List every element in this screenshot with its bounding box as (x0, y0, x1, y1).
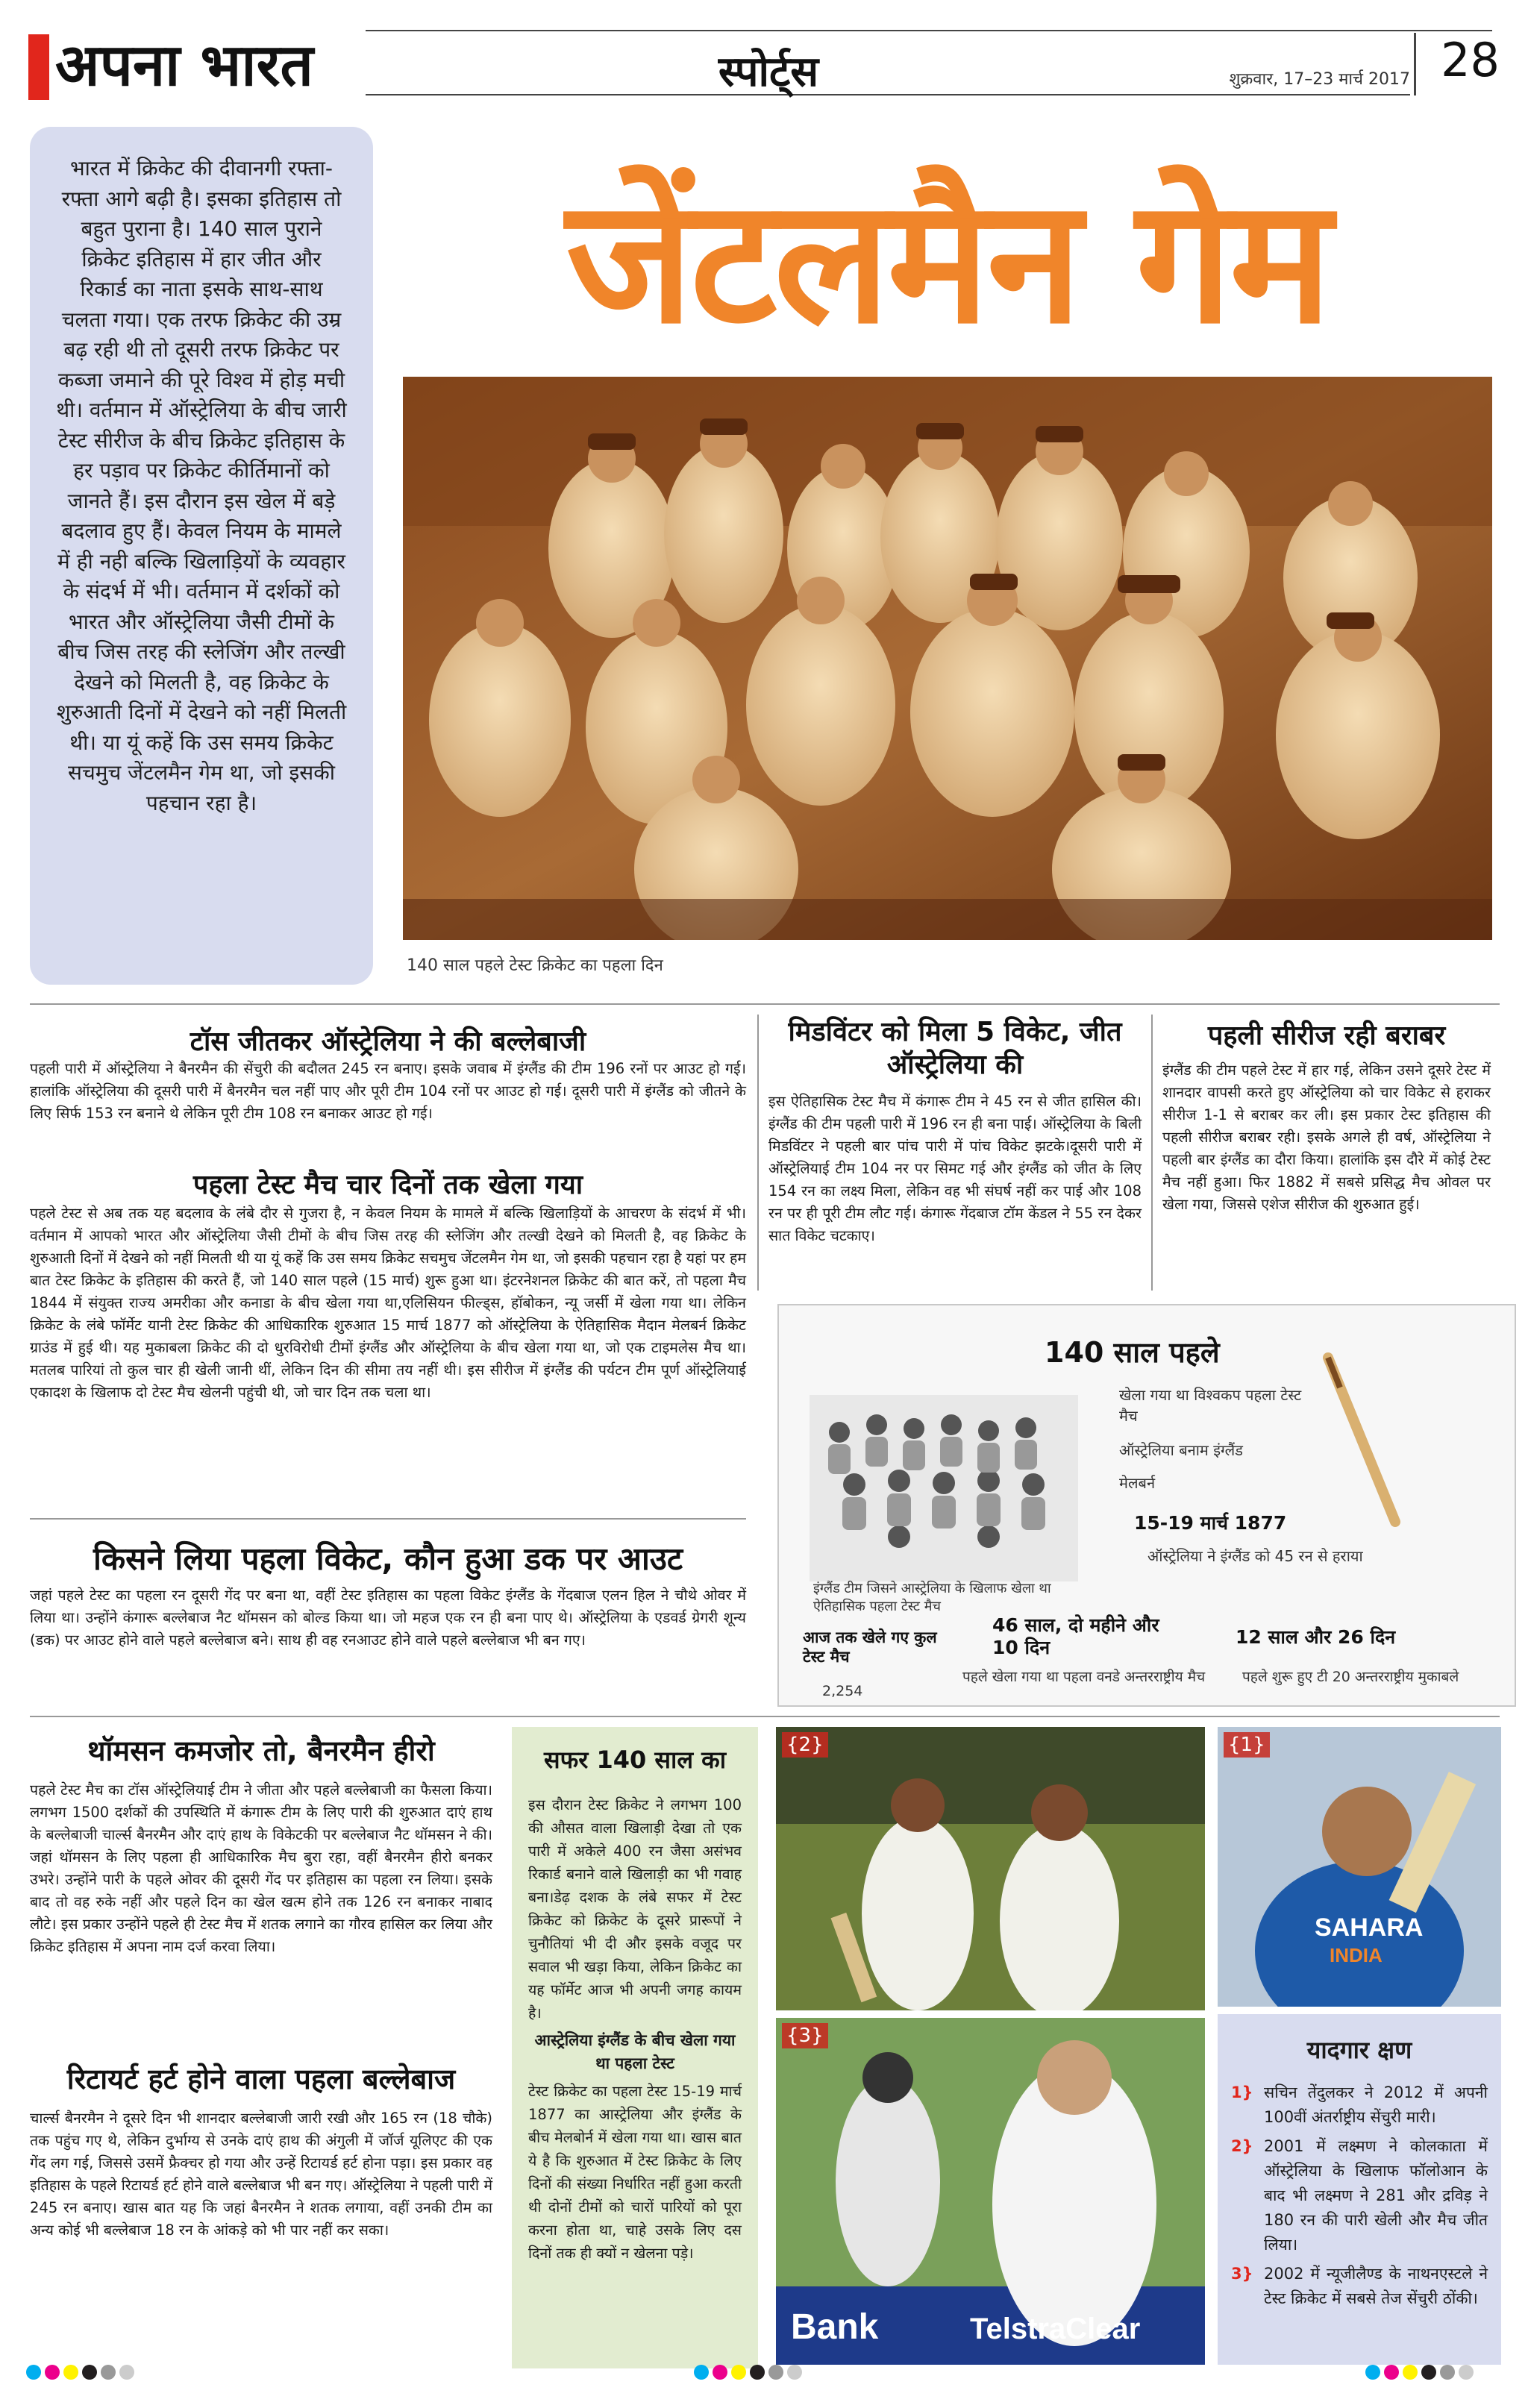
photo-tag-3: {3} (782, 2023, 828, 2048)
wicket-body: जहां पहले टेस्ट का पहला रन दूसरी गेंद पर बना था, वहीं टेस्ट इतिहास का पहला विकेट इंग्लैंड के गेंदबाज एलन हिल ने चौथे ओवर में लिया था। उन्होंने कंगारू बल्लेबाज नैट थॉमसन को बोल्ड किया था। जो महज एक रन ही बना पाए थे। ऑस्ट्रेलिया के एडवर्ड ग्रेगरी शून्य (डक) पर आउट होने वाले पहले बल्लेबाज बने। साथ ही वह रनआउट होने वाले पहले बल्लेबाज भी बन गए। (30, 1587, 746, 1649)
board-text-2: TelstraClear (970, 2313, 1141, 2345)
journey-heading: सफर 140 साल का (543, 1746, 727, 1774)
memorable-item-text: 2002 में न्यूजीलैण्ड के नाथनएस्टले ने टेस्ट क्रिकेट में सबसे तेज सेंचुरी ठोंकी। (1264, 2265, 1488, 2307)
stat-t20-gap: 12 साल और 26 दिन (1236, 1626, 1396, 1648)
first-series-body: इंग्लैंड की टीम पहले टेस्ट में हार गई, लेकिन उसने दूसरे टेस्ट में शानदार वापसी करते हुए ऑस्ट्रेलिया को चार विकेट से हराकर सीरीज 1-1 से बराबर कर ली। इस प्रकार टेस्ट इतिहास की पहली सीरीज बराबर रही। इसके अगले ही वर्ष, ऑस्ट्रेलिया ने पहली बार इंग्लैंड का दौरा किया। हालांकि इस दौरे में कोई टेस्ट मैच नहीं हुआ। फिर 1882 में सबसे प्रसिद्ध मैच ओवल पर खेला गया, जिससे एशेज सीरीज की शुरुआत हुई। (1162, 1062, 1491, 1213)
infographic-team-sketch (810, 1395, 1078, 1581)
masthead-bottom-rule (366, 94, 1410, 95)
journey-body: इस दौरान टेस्ट क्रिकेट ने लगभग 100 की औसत वाला खिलाड़ी देखा तो एक पारी में अकेले 400 रन जैसा असंभव रिकार्ड बनाने वाले खिलाड़ी का भी गवाह बना।डेढ़ दशक के लंबे सफर में टेस्ट क्रिकेट को क्रिकेट के दूसरे प्रारूपों ने चुनौतियां भी दी और इसके वजूद पर सवाल भी खड़ा किया, लेकिन क्रिकेट का यह फॉर्मेट आज भी अपनी जगह कायम है। (528, 1796, 742, 2022)
retired-hurt-body: चार्ल्स बैनरमैन ने दूसरे दिन भी शानदार बल्लेबाजी जारी रखी और 165 रन (18 चौके) तक पहुंच गए थे, लेकिन दुर्भाग्य से उनके दाएं हाथ की अंगुली में जॉर्ज यूलिएट की एक गेंद लग गई, जिससे उसमें फ्रैक्चर हो गया और उन्हें रिटायर्ड हर्ट होना पड़ा। इस प्रकार वह इतिहास के पहले रिटायर्ड हर्ट होने वाले बल्लेबाज भी बन गए। ऑस्ट्रेलिया ने पहली पारी में 245 रन बनाए। खास बात यह कि जहां बैनरमैन ने शतक लगाया, वहीं उनकी टीम का अन्य कोई भी बल्लेबाज 18 रन के आंकड़े को भी पार नहीं कर सका। (30, 2110, 492, 2239)
memorable-moments-box (1218, 2014, 1501, 2365)
intro-box (30, 127, 373, 985)
infographic-date: 15-19 मार्च 1877 (1134, 1512, 1287, 1534)
masthead-logo (28, 25, 357, 106)
page-number: 28 (1441, 33, 1500, 87)
cricket-bat-illustration (1313, 1350, 1410, 1537)
logo-text: अपना भारत (55, 31, 313, 99)
column-divider (757, 1015, 759, 1291)
jersey-sponsor-text: SAHARA (1315, 1913, 1424, 1942)
photo-astle (776, 2018, 1205, 2365)
memorable-item (1231, 2262, 1488, 2311)
jersey-country-text: INDIA (1330, 1944, 1383, 1966)
thomson-body: पहले टेस्ट मैच का टॉस ऑस्ट्रेलियाई टीम ने जीता और पहले बल्लेबाजी का फैसला किया। लगभग 1500 दर्शकों की उपस्थिति में कंगारू टीम के लिए पारी की शुरुआत दाएं हाथ के बल्लेबाजी चार्ल्स बैनरमैन और दाएं हाथ के विकेटकी पर बल्लेबाज नैट थॉमसन ने की। जहां थॉमसन के लिए पहला ही आधिकारिक मैच बुरा रहा, वहीं बैनरमैन हीरो बनकर उभरे। उन्होंने पारी के पहले ओवर की दूसरी गेंद पर इतिहास का पहला रन लिया। इसके बाद तो वह रुके नहीं और पहले दिन का खेल खत्म होने तक 126 रन बनाकर नाबाद लौटे। इस प्रकार उन्होंने पहले ही टेस्ट मैच में शतक लगाने का गौरव हासिल कर लिया और क्रिकेट इतिहास में अपना नाम दर्ज करवा लिया। (30, 1781, 492, 1955)
infographic-line3: मेलबर्न (1119, 1474, 1156, 1492)
masthead-top-rule (366, 30, 1492, 31)
infographic-line2: ऑस्ट्रेलिया बनाम इंग्लैंड (1119, 1441, 1243, 1459)
photo-laxman-dravid (776, 1727, 1205, 2010)
journey-body2: टेस्ट क्रिकेट का पहला टेस्ट 15-19 मार्च 1877 का आस्ट्रेलिया और इंग्लैंड के बीच मेलबोर्न में खेला गया था। खास बात ये है कि शुरुआत में टेस्ट क्रिकेट के लिए दिनों की संख्या निर्धारित नहीं हुआ करती थी दोनों टीमों को चारों पारियों को पूरा करना होता था, चाहे उसके लिए दस दिनों तक ही क्यों न खेलना पड़े। (528, 2083, 742, 2262)
four-days-body: पहले टेस्ट से अब तक यह बदलाव के लंबे दौर से गुजरा है, न केवल नियम के मामले में बल्कि खिलाड़ियों के आचरण के संदर्भ में भी। वर्तमान में आपको भारत और ऑस्ट्रेलिया जैसी टीमों के बीच जिस तरह की स्लेजिंग और तल्खी देखने को मिलती है, वह क्रिकेट के शुरुआती दिनों में देखने को नहीं मिलती थी या यूं कहें कि उस समय क्रिकेट सचमुच जेंटलमैन गेम था, जो इसकी पहचान रहा है यहां पर हम बात टेस्ट क्रिकेट के इतिहास की करते हैं, जो 140 साल पहले (15 मार्च) शुरू हुआ था। इंटरनेशनल क्रिकेट की बात करें, तो पहला मैच 1844 में संयुक्त राज्य अमरीका और कनाडा के बीच खेला गया था,एलिसियन फील्ड्स, हॉबोकन, न्यू जर्सी में खेला गया था। लेकिन क्रिकेट के लंबे फॉर्मेट यानी टेस्ट क्रिकेट की आधिकारिक शुरुआत 15 मार्च 1877 को ऑस्ट्रेलिया के ऐतिहासिक मैदान मेलबर्न क्रिकेट ग्राउंड में हुई थी। यह मुकाबला क्रिकेट की दो धुरविरोधी टीमों इंग्लैंड और ऑस्ट्रेलिया के बीच खेला गया था, जो एक टाइमलेस मैच था। मतलब पारियां तो कुल चार ही खेली जानी थीं, लेकिन दिन की सीमा तय नहीं थी। इस सीरीज में इंग्लैंड की पर्यटन टीम पूर्ण ऑस्ट्रेलियाई एकादश के खिलाफ दो टेस्ट मैच खेलनी पहुंची थी, जो चार दिन तक चला था। (30, 1205, 746, 1401)
stat-total-tests-label: आज तक खेले गए कुल टेस्ट मैच (803, 1628, 937, 1666)
memorable-title: यादगार क्षण (1306, 2036, 1412, 2064)
journey-subheading: आस्ट्रेलिया इंग्लैंड के बीच खेला गया था पहला टेस्ट (534, 2031, 736, 2072)
issue-date: शुक्रवार, 17–23 मार्च 2017 (1229, 70, 1410, 89)
midwinter-heading: मिडविंटर को मिला 5 विकेट, जीत ऑस्ट्रेलिया की (788, 1017, 1122, 1080)
thomson-heading: थॉमसन कमजोर तो, बैनरमैन हीरो (87, 1734, 435, 1767)
main-title: जेंटलमैन गेम (566, 160, 1330, 362)
memorable-item (1231, 2081, 1488, 2130)
stat-t20-label: पहले शुरू हुए टी 20 अन्तरराष्ट्रीय मुकाबले (1242, 1669, 1459, 1685)
memorable-item (1231, 2134, 1488, 2257)
intro-text: भारत में क्रिकेट की दीवानगी रफ्ता-रफ्ता आगे बढ़ी है। इसका इतिहास तो बहुत पुराना है। 140 साल पुराने क्रिकेट इतिहास में हार जीत और रिकार्ड का नाता इसके साथ-साथ चलता गया। एक तरफ क्रिकेट की उम्र बढ़ रही थी तो दूसरी तरफ क्रिकेट पर कब्जा जमाने की पूरे विश्व में होड़ मची थी। वर्तमान में ऑस्ट्रेलिया के बीच जारी टेस्ट सीरीज के बीच क्रिकेट इतिहास के हर पड़ाव पर क्रिकेट कीर्तिमानों को जानते हैं। इस दौरान इस खेल में बड़े बदलाव हुए हैं। केवल नियम के मामले में ही नही बल्कि खिलाड़ियों के व्यवहार के संदर्भ में भी। वर्तमान में दर्शकों को भारत और ऑस्ट्रेलिया जैसी टीमों के बीच जिस तरह की स्लेजिंग और तल्खी देखने को मिलती है, वह क्रिकेट के शुरुआती दिनों में देखने को नहीं मिलती थी। या यूं कहें कि उस समय क्रिकेट सचमुच जेंटलमैन गेम था, जो इसकी पहचान रहा है। (56, 156, 347, 815)
memorable-item-number: 2} (1231, 2137, 1253, 2155)
photo-tag-2: {2} (782, 1732, 828, 1758)
section-divider (30, 1003, 1500, 1005)
section-divider (30, 1716, 1500, 1717)
stat-total-tests-value: 2,254 (822, 1683, 863, 1699)
photo-tendulkar (1218, 1727, 1501, 2007)
memorable-item-number: 3} (1231, 2265, 1253, 2283)
hero-photo-caption: 140 साल पहले टेस्ट क्रिकेट का पहला दिन (407, 956, 663, 975)
infographic-line4: ऑस्ट्रेलिया ने इंग्लैंड को 45 रन से हराया (1147, 1547, 1363, 1565)
section-divider (30, 1518, 746, 1520)
retired-hurt-heading: रिटायर्ट हर्ट होने वाला पहला बल्लेबाज (66, 2063, 456, 2095)
column-divider (1151, 1015, 1153, 1291)
stat-odi-label: पहले खेला गया था पहला वनडे अन्तरराष्ट्रीय मैच (962, 1669, 1206, 1685)
print-registration-strip (0, 2350, 1528, 2395)
toss-heading: टॉस जीतकर ऑस्ट्रेलिया ने की बल्लेबाजी (190, 1026, 586, 1057)
page-number-divider (1414, 33, 1416, 95)
board-text-1: Bank (791, 2307, 879, 2347)
infographic-line1: खेला गया था विश्वकप पहला टेस्ट मैच (1119, 1386, 1302, 1425)
section-title: स्पोर्ट्स (718, 48, 819, 96)
infographic-photo-caption: इंग्लैंड टीम जिसने आस्ट्रेलिया के खिलाफ खेला था ऐतिहासिक पहला टेस्ट मैच (813, 1581, 1051, 1614)
wicket-heading: किसने लिया पहला विकेट, कौन हुआ डक पर आउट (93, 1540, 683, 1577)
memorable-item-number: 1} (1231, 2084, 1253, 2101)
journey-box (512, 1727, 758, 2368)
four-days-heading: पहला टेस्ट मैच चार दिनों तक खेला गया (192, 1170, 583, 1200)
stat-odi-gap: 46 साल, दो महीने और 10 दिन (992, 1614, 1159, 1658)
infographic-title: 140 साल पहले (1045, 1336, 1220, 1369)
hero-team-photo (403, 377, 1492, 940)
hero-photo-art (403, 377, 1492, 940)
first-series-heading: पहली सीरीज रही बराबर (1207, 1020, 1446, 1051)
memorable-item-text: सचिन तेंदुलकर ने 2012 में अपनी 100वीं अंतर्राष्ट्रीय सेंचुरी मारी। (1264, 2084, 1488, 2126)
memorable-item-text: 2001 में लक्ष्मण ने कोलकाता में ऑस्ट्रेलिया के खिलाफ फॉलोआन के बाद भी लक्ष्मण ने 281 और द्रविड़ ने 180 रन की पारी खेली और मैच जीत लिया। (1264, 2137, 1488, 2254)
toss-body: पहली पारी में ऑस्ट्रेलिया ने बैनरमैन की सेंचुरी की बदौलत 245 रन बनाए। इसके जवाब में इंग्लैंड की टीम 196 रनों पर आउट हो गई। हालांकि ऑस्ट्रेलिया की दूसरी पारी में बैनरमैन चल नहीं पाए और पूरी टीम 104 रनों पर आउट हो गई। दूसरी पारी में इंग्लैंड को जीतने के लिए सिर्फ 153 रन बनाने थे लेकिन पूरी टीम 108 रन बनाकर आउट हो गई। (30, 1060, 746, 1122)
photo-tag-1: {1} (1224, 1732, 1270, 1758)
midwinter-body: इस ऐतिहासिक टेस्ट मैच में कंगारू टीम ने 45 रन से जीत हासिल की। इंग्लैंड की टीम पहली पारी में 196 रन ही बना पाई। ऑस्ट्रेलिया के बिली मिडविंटर ने पहली बार पांच पारी में पांच विकेट झटके।दूसरी पारी में ऑस्ट्रेलियाई टीम 104 नर पर सिमट गई और इंग्लैंड को जीत के लिए 154 रन का लक्ष्य मिला, लेकिन वह भी संघर्ष नहीं कर पाई और 108 रन पर ही पूरी टीम लौट गई। कंगारू गेंदबाज टॉम केंडल ने 55 रन देकर सात विकेट चटकाए। (768, 1093, 1142, 1244)
